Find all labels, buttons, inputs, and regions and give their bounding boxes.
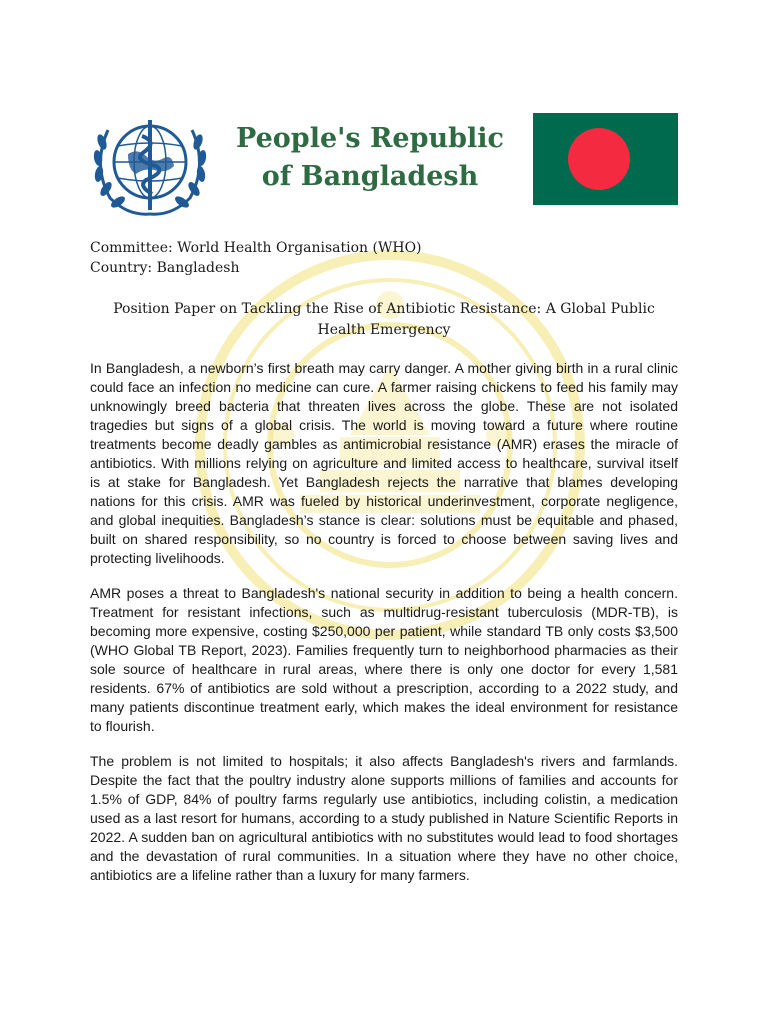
country-line: Country: Bangladesh	[90, 260, 240, 276]
flag-red-disc	[568, 128, 630, 190]
committee-line: Committee: World Health Organisation (WHO)	[90, 240, 422, 256]
body-paragraph: AMR poses a threat to Bangladesh's national security in addition to being a health concern. Treatment for resistant infections, such as multidrug-resistant tuberculosis (MDR-TB), is becoming more expensive, costing $250,000 per patient, while standard TB only costs $3,500 (WHO Global TB Report, 2023). Families frequently turn to neighborhood pharmacies as their sole source of healthcare in rural areas, where there is only one doctor for every 1,581 residents. 67% of antibiotics are sold without a prescription, according to a 2022 study, and many patients discontinue treatment early, which makes the ideal environment for resistance to flourish.	[90, 585, 678, 734]
document-meta	[90, 238, 690, 278]
document-title: People's Republic of Bangladesh	[236, 123, 504, 192]
who-emblem-icon	[88, 110, 212, 220]
body-paragraph: In Bangladesh, a newborn’s first breath may carry danger. A mother giving birth in a rural clinic could face an infection no medicine can cure. A farmer raising chickens to feed his family may unknowingly breed bacteria that threaten lives across the globe. These are not isolated tragedies but signs of a global crisis. The world is moving toward a future where routine treatments become deadly gambles as antimicrobial resistance (AMR) erases the miracle of antibiotics. With millions relying on agriculture and limited access to healthcare, survival itself is at stake for Bangladesh. Yet Bangladesh rejects the narrative that blames developing nations for this crisis. AMR was fueled by historical underinvestment, corporate negligence, and global inequities. Bangladesh’s stance is clear: solutions must be equitable and phased, built on shared responsibility, so no country is forced to choose between saving lives and protecting livelihoods.	[90, 360, 678, 566]
paper-title: Position Paper on Tackling the Rise of Antibiotic Resistance: A Global Public Health Emergency	[113, 301, 655, 338]
bangladesh-flag-icon	[533, 113, 678, 205]
body-paragraph: The problem is not limited to hospitals; it also affects Bangladesh's rivers and farmlands. Despite the fact that the poultry industry alone supports millions of families and accounts for 1.5% of GDP, 84% of poultry farms regularly use antibiotics, including colistin, a medication used as a last resort for humans, according to a study published in Nature Scientific Reports in 2022. A sudden ban on agricultural antibiotics with no substitutes would lead to food shortages and the devastation of rural communities. In a situation where they have no other choice, antibiotics are a lifeline rather than a luxury for many farmers.	[90, 753, 678, 883]
